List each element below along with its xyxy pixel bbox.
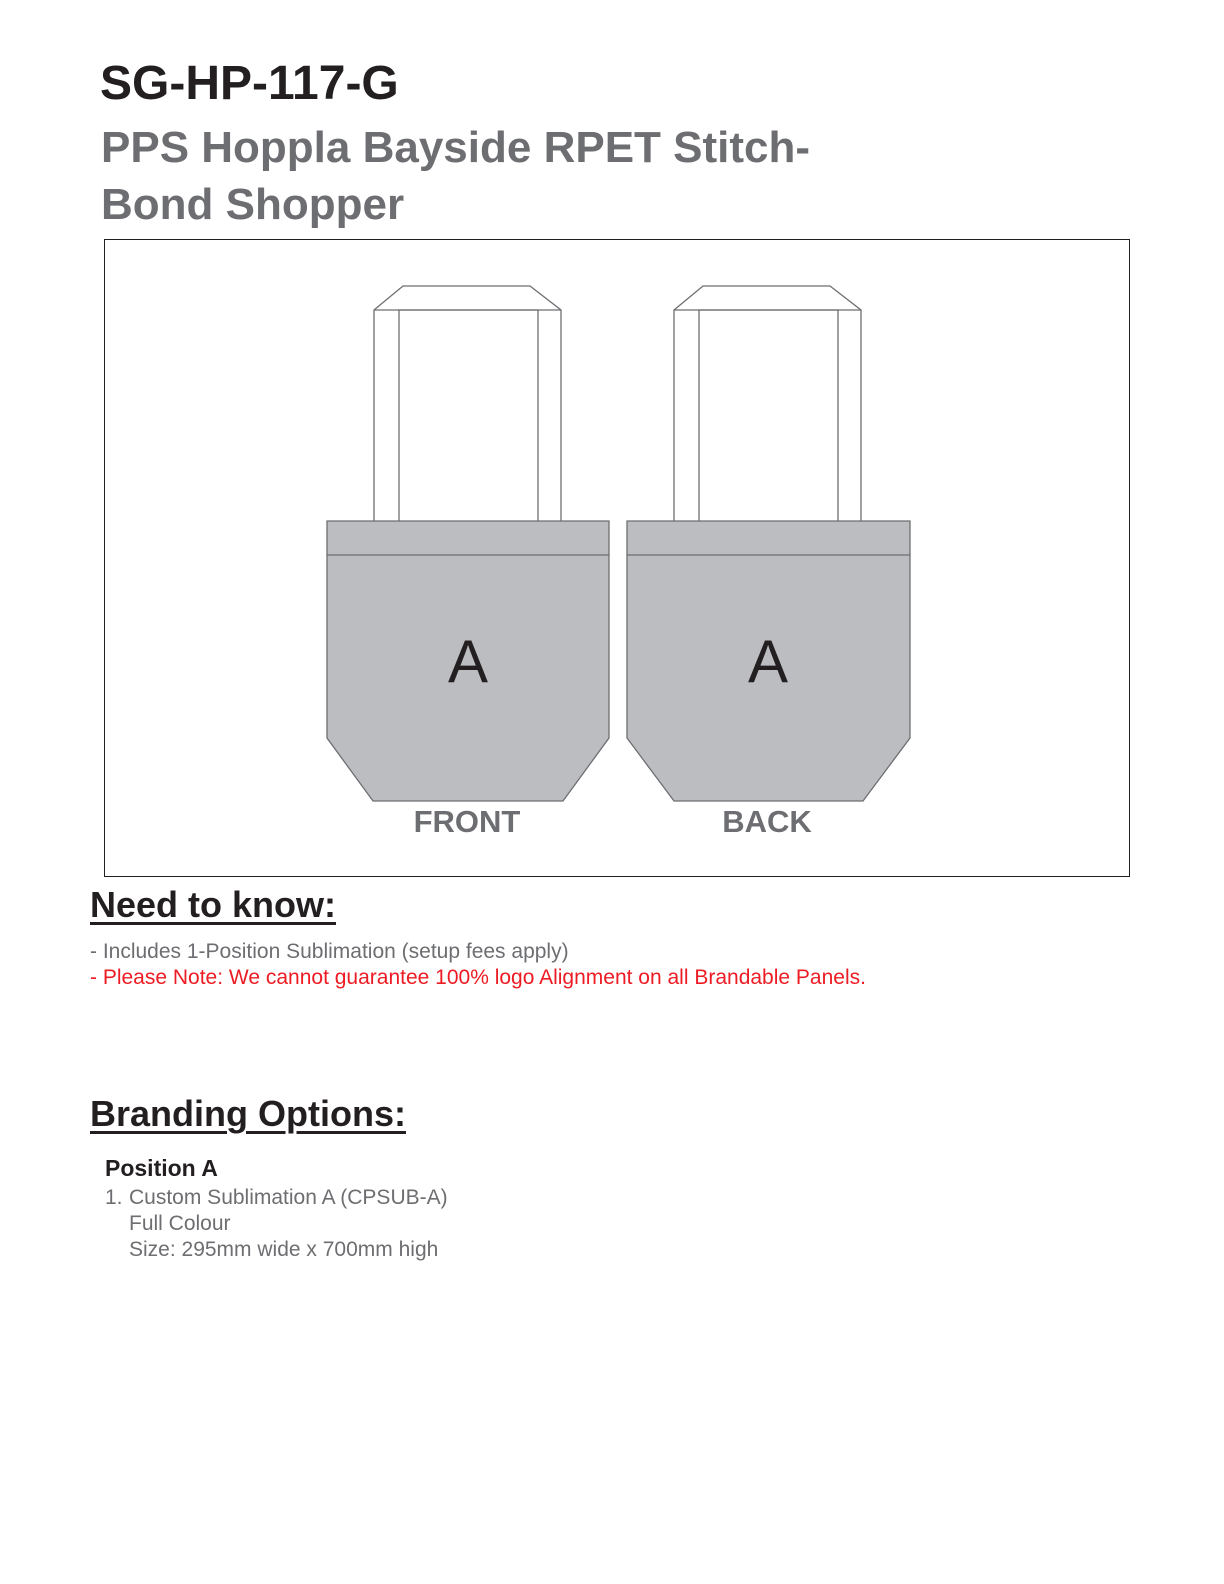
- option-name: Custom Sublimation A (CPSUB-A): [129, 1186, 448, 1209]
- note-alignment-warning: - Please Note: We cannot guarantee 100% logo Alignment on all Brandable Panels.: [90, 966, 866, 989]
- back-view-label: BACK: [722, 804, 812, 839]
- back-bag-handle: [674, 286, 861, 522]
- position-a-title: Position A: [105, 1155, 218, 1181]
- need-to-know-heading: Need to know:: [90, 884, 337, 925]
- option-size: Size: 295mm wide x 700mm high: [129, 1238, 439, 1261]
- option-number: 1.: [105, 1186, 123, 1209]
- product-diagram-frame: [104, 239, 1130, 877]
- front-bag: [327, 286, 609, 839]
- front-bag-handle: [374, 286, 561, 522]
- product-code: SG-HP-117-G: [100, 57, 399, 110]
- branding-options-heading: Branding Options:: [90, 1093, 406, 1134]
- option-colour: Full Colour: [129, 1212, 231, 1235]
- front-view-label: FRONT: [413, 804, 521, 839]
- back-bag: [627, 286, 910, 839]
- front-position-letter: A: [447, 628, 489, 695]
- back-position-letter: A: [747, 628, 789, 695]
- note-sublimation: - Includes 1-Position Sublimation (setup fees apply): [90, 940, 569, 963]
- product-name: PPS Hoppla Bayside RPET Stitch-Bond Shopper: [101, 123, 811, 229]
- bag-diagram: [105, 240, 1131, 878]
